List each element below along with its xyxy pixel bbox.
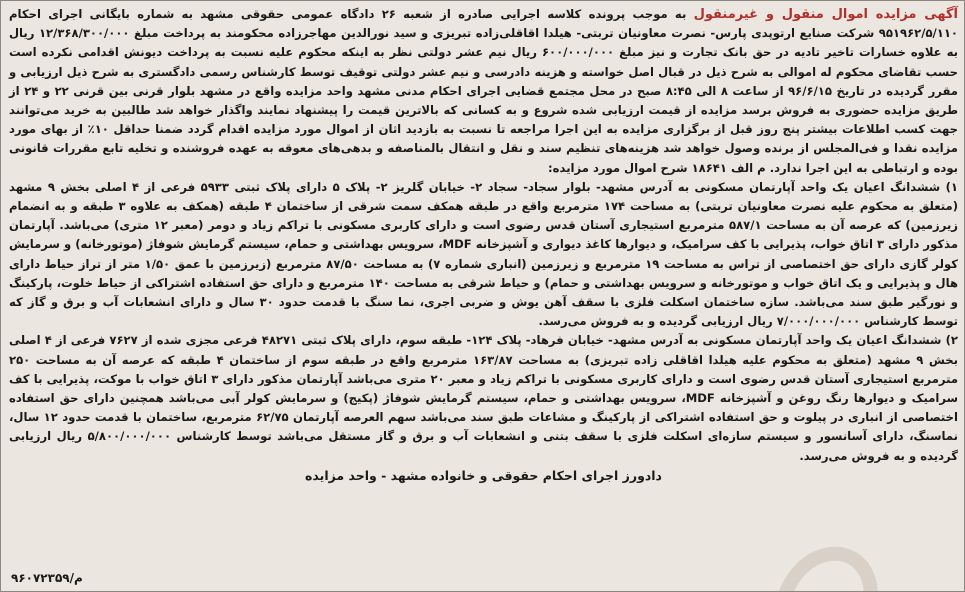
items-heading: شرح اموال مورد مزایده: — [548, 160, 688, 175]
notice-title: آگهی مزایده اموال منقول و غیرمنقول — [693, 7, 958, 22]
notice-body — [9, 5, 958, 587]
watermark-emblem-icon — [760, 525, 890, 592]
notice-intro-paragraph — [9, 5, 958, 178]
item-1: ۱) ششدانگ اعیان یک واحد آپارتمان مسکونی به آدرس مشهد- بلوار سجاد- سجاد ۲- خیابان گلریز ۲- پلاک ۵ دارای پلاک ثبتی ۵۹۳۳ فرعی از ۴ اصلی بخش ۹ مشهد (متعلق به محکوم علیه نصرت معاونیان تربتی) به مساحت ۱۷۴ مترمربع واقع در طبقه همکف سمت شرقی از ساختمان ۴ طبقه (همکف به علاوه ۳ طبقه و به انضمام زیرزمین) که عرصه آن به مساحت ۵۸۷/۱ مترمربع استیجاری آستان قدس رضوی است و دارای کاربری مسکونی با تراکم زیاد و دومر (معبر ۱۲ متری) می‌باشد. آپارتمان مذکور دارای ۳ اتاق خواب، پذیرایی با کف سرامیک، و دیوارها کاغذ دیواری و آشپزخانه MDF، سرویس بهداشتی و حمام، سیستم گرمایش شوفاژ (موتورخانه) و سرمایش کولر گازی دارای حق اختصاصی از تراس به مساحت ۱۹ مترمربع و زیرزمین (انباری شماره ۷) به مساحت ۸۷/۵۰ مترمربع (زیرزمین با عمق ۱/۵۰ متر از تراز حیاط دارای هال و پذیرایی و یک اتاق خواب و موتورخانه و سرویس بهداشتی و حمام) و حیاط شرقی به مساحت ۱۴۰ مترمربع و دارای حق استفاده اشتراکی از حیاط خلوت، پارکینگ و نورگیر طبق سند می‌باشد. سازه ساختمان اسکلت فلزی با سقف آهن یوش و ضربی اجری، نما سنگ با قدمت حدود ۳۰ سال و دارای انشعابات آب و برق و گاز که توسط کارشناس ۷/۰۰۰/۰۰۰/۰۰۰ ریال ارزیابی گردیده و به فروش می‌رسد. — [9, 179, 958, 329]
notice-code: م/۹۶۰۷۲۳۵۹ — [11, 571, 83, 585]
notice-intro: به موجب پرونده کلاسه اجرایی صادره از شعبه ۲۶ دادگاه عمومی حقوقی مشهد به شماره بایگانی اجرای احکام ۹۵۱۹۶۲/۵/۱۱۰ شرکت صنایع ارتوپدی پارس- نصرت معاونیان تربتی- هیلدا اقاقلی‌زاده تبریزی و سید نورالدین مهاجرزاده محکومند به پرداخت مبلغ ۱۲/۳۶۸/۳۰۰/۰۰۰ ریال به علاوه خسارات تاخیر تادیه در حق بانک تجارت و نیز مبلغ ۶۰۰/۰۰۰/۰۰۰ ریال نیم عشر دولتی نظر به اینکه محکوم علیه نسبت به پرداخت دیونش اقدامی نکرده است حسب تقاضای محکوم له اموالی به شرح ذیل در قبال اصل خواسته و هزینه دادرسی و نیم عشر دولتی توقیف توسط کارشناس رسمی دادگستری به شرح ذیل ارزیابی و مقرر گردیده در تاریخ ۹۶/۶/۱۵ از ساعت ۸ الی ۸:۴۵ صبح در محل مجتمع قضایی اجرای احکام مدنی مشهد واحد مزایده واقع در مشهد بلوار قرنی بین قرنی ۲۲ و ۲۴ از طریق مزایده حضوری به فروش برسد مزایده از قیمت ارزیابی شده شروع و به کسانی که بالاترین قیمت را پیشنهاد نمایند واگذار خواهد شد طالبین به خرید می‌توانند جهت کسب اطلاعات بیشتر پنج روز قبل از برگزاری مزایده به این اجرا مراجعه تا نسبت به بازدید اثان از اموال مورد مزایده اقدام گردد ضمنا حداقل ۱۰٪ از بهای مورد مزایده نقدا و فی‌المجلس از برنده وصول خواهد شد هزینه‌های تنظیم سند و نقل و انتقال بالمناصفه و بدهی‌های معوقه به عهده فروشنده و تخلیه تابع مقررات قانونی بوده و ارتباطی به این اجرا ندارد. م الف ۱۸۶۴۱ — [9, 7, 959, 175]
item-2: ۲) ششدانگ اعیان یک واحد آپارتمان مسکونی به آدرس مشهد- خیابان فرهاد- پلاک ۱۲۴- طبقه سوم، دارای پلاک ثبتی ۴۸۲۷۱ فرعی مجزی شده از ۷۶۲۷ فرعی از ۴ اصلی بخش ۹ مشهد (متعلق به محکوم علیه هیلدا اقاقلی زاده تبریزی) به مساحت ۱۶۳/۸۷ مترمربع واقع در طبقه سوم از ساختمان ۴ طبقه که عرصه آن به مساحت ۲۵۰ مترمربع استیجاری آستان قدس رضوی است و دارای کاربری مسکونی با تراکم زیاد و معبر ۲۰ متری می‌باشد آپارتمان مذکور دارای ۳ اتاق خواب با موکت، پذیرایی با کف سرامیک و دیوارها رنگ روغن و آشپزخانه MDF، سرویس بهداشتی و حمام، سیستم گرمایش شوفاژ (پکیج) و سرمایش کولر آبی می‌باشد همچنین دارای حق استفاده اختصاصی از انباری در پیلوت و حق استفاده اشتراکی از پارکینگ و مشاعات طبق سند می‌باشد سهم العرصه آپارتمان ۶۲/۷۵ مترمربع، ساختمان با قدمت حدود ۱۲ سال، نماسنگ، دارای آسانسور و سیستم سازه‌ای اسکلت فلزی با سقف بتنی و انشعابات آب و برق و گاز مستقل می‌باشد توسط کارشناس ۵/۸۰۰/۰۰۰/۰۰۰ ریال ارزیابی گردیده و به فروش می‌رسد. — [9, 333, 959, 463]
signature-line: دادورز اجرای احکام حقوقی و خانواده مشهد - واحد مزایده — [305, 467, 662, 483]
